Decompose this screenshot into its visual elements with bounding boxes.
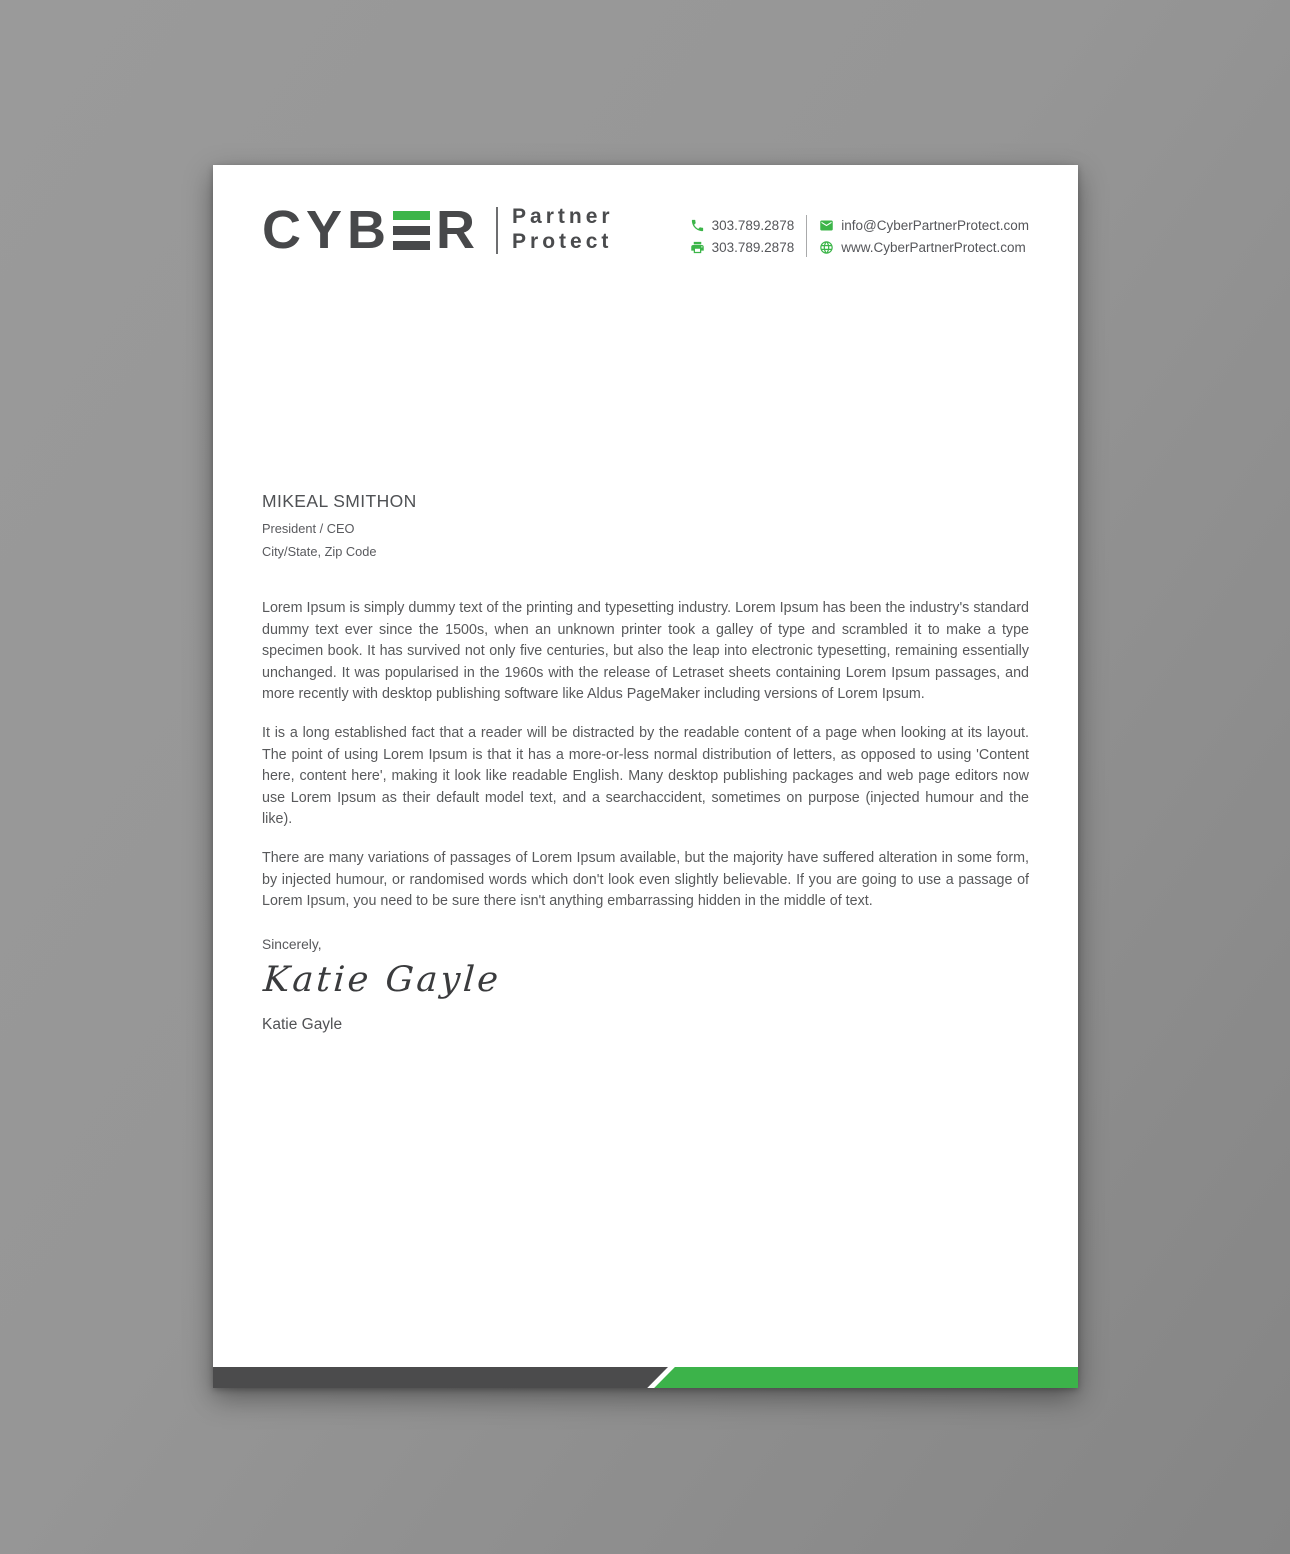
recipient-address: City/State, Zip Code [262,544,377,559]
website-address: www.CyberPartnerProtect.com [841,239,1026,255]
phone-icon [690,218,705,233]
printer-icon [690,240,705,255]
fax-number: 303.789.2878 [711,239,795,255]
logo-wordmark [262,200,481,260]
brand-logo [262,200,614,260]
signature-printed-name: Katie Gayle [262,1016,343,1033]
recipient-block [262,491,417,567]
letter-paragraph-2: It is a long established fact that a reader will be distracted by the readable content of a page when looking at its layout. The point of using Lorem Ipsum is that it has a more-or-less normal distribution of letters, as opposed to using 'Content here, content here', making it look like readable English. Many desktop publishing packages and web page editors now use Lorem Ipsum as their default model text, and a searchaccident, sometimes on purpose (injected humour and the like). [262,724,1029,828]
footer-stripes [213,1367,1078,1388]
logo-text-suffix: R [436,200,481,260]
contact-addresses-column [819,218,1029,255]
fax-row [690,240,795,255]
closing-block [262,937,503,1034]
letterhead-header [262,200,1029,260]
letterhead-page [213,165,1078,1388]
salutation: Sincerely, [262,937,322,952]
letter-body [262,598,1029,930]
logo-text-prefix: CYB [262,200,392,260]
email-row [819,218,1029,233]
contact-block [690,215,1029,257]
letter-paragraph-1: Lorem Ipsum is simply dummy text of the printing and typesetting industry. Lorem Ipsum has been the industry's standard dummy text ever since the 1500s, when an unknown printer took a galley of type and scrambled it to make a type specimen book. It has survived not only five centuries, but also the leap into electronic typesetting, remaining essentially unchanged. It was popularised in the 1960s with the release of Letraset sheets containing Lorem Ipsum passages, and more recently with desktop publishing software like Aldus PageMaker including versions of Lorem Ipsum. [262,600,1029,703]
signature-handwriting: Katie Gayle [262,960,503,1000]
website-row [819,240,1029,255]
tagline-line2: Protect [512,230,613,253]
contact-divider [806,215,807,257]
brand-divider [496,207,498,254]
recipient-name: MIKEAL SMITHON [262,491,417,511]
phone-number: 303.789.2878 [711,217,795,233]
phone-row [690,218,795,233]
tagline-line1: Partner [512,205,614,229]
brand-tagline [512,205,614,255]
envelope-icon [819,218,834,233]
globe-icon [819,240,834,255]
email-address: info@CyberPartnerProtect.com [841,217,1029,233]
letter-paragraph-3: There are many variations of passages of Lorem Ipsum available, but the majority have suffered alteration in some form, by injected humour, or randomised words which don't look even slightly believable. If you are going to use a passage of Lorem Ipsum, you need to be sure there isn't anything embarrassing hidden in the middle of text. [262,849,1029,910]
contact-numbers-column [690,218,795,255]
recipient-title: President / CEO [262,521,355,536]
logo-stylized-e-icon [393,211,430,250]
